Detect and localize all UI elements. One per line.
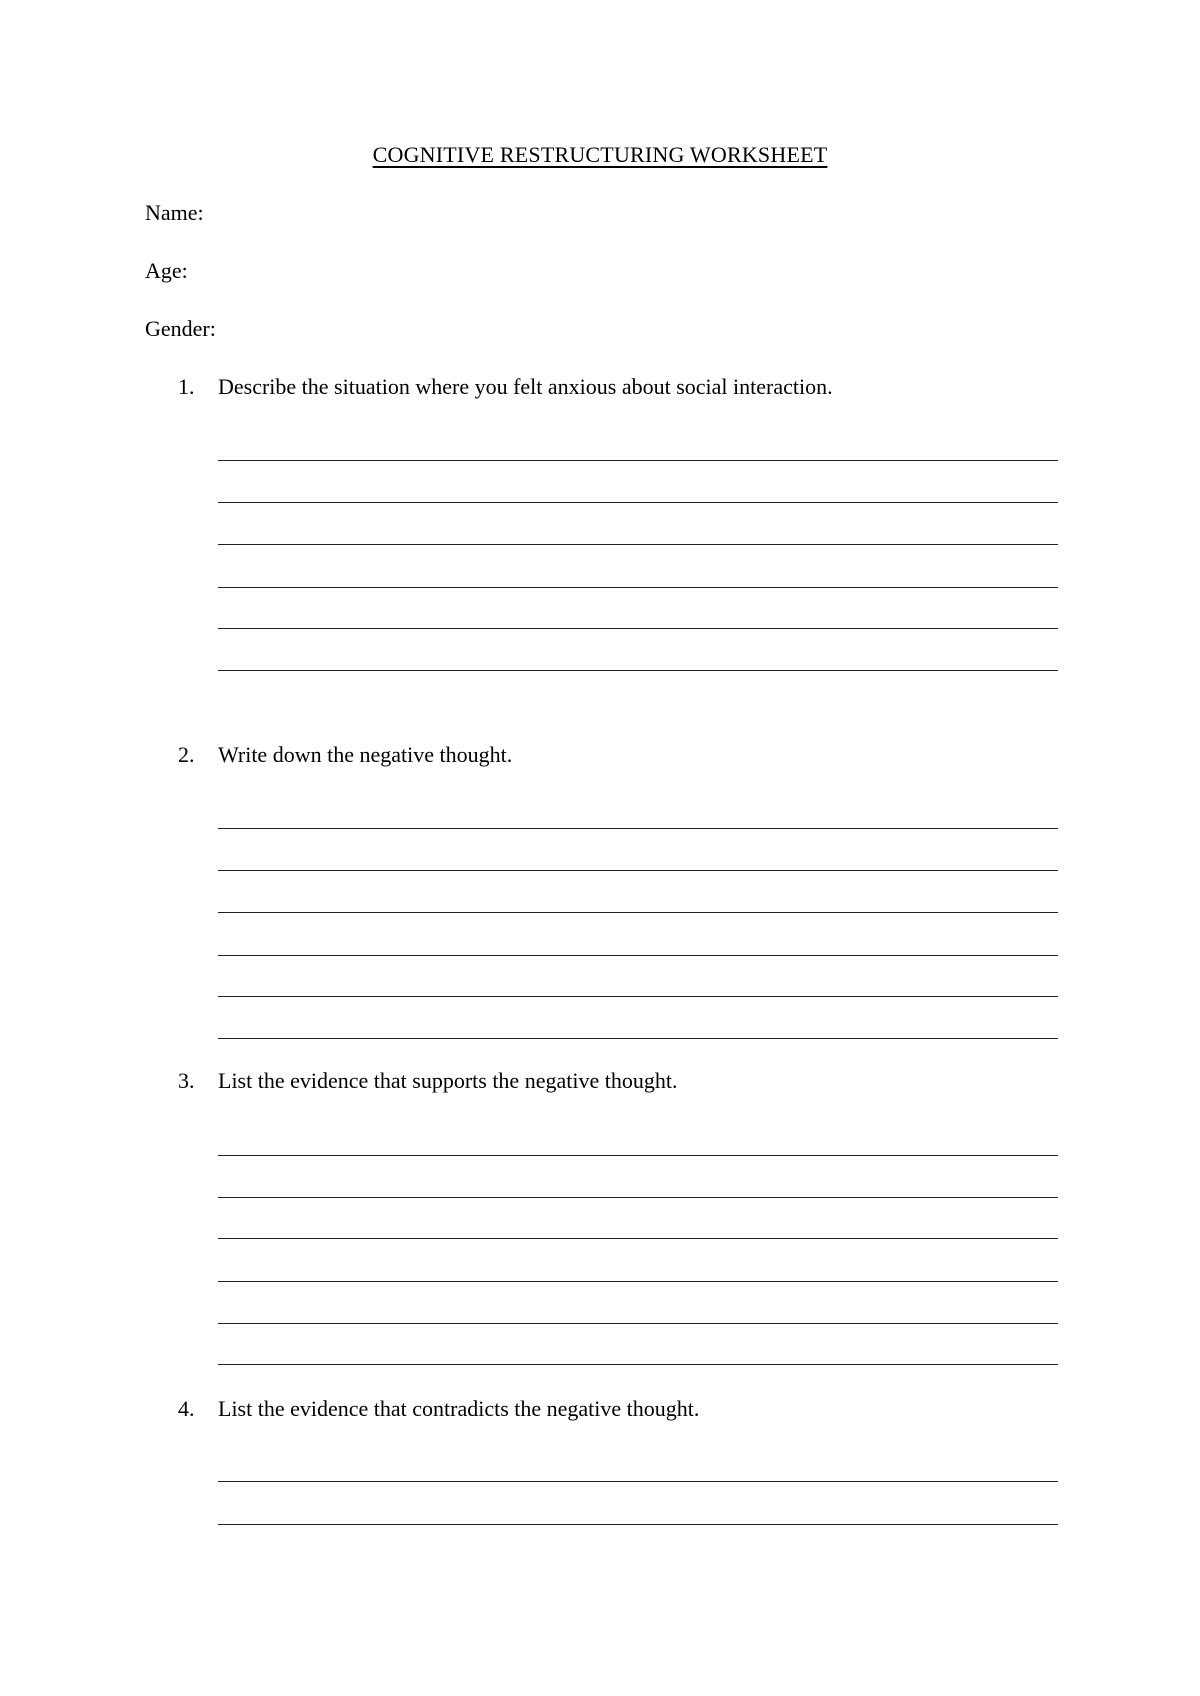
answer-line[interactable] <box>218 870 1058 871</box>
page-title <box>0 142 1200 168</box>
answer-line[interactable] <box>218 828 1058 829</box>
question-number: 1. <box>178 374 195 399</box>
answer-line[interactable] <box>218 460 1058 461</box>
answer-line[interactable] <box>218 955 1058 956</box>
age-field-label: Age: <box>145 258 188 283</box>
question-4 <box>178 1396 699 1422</box>
answer-line[interactable] <box>218 1197 1058 1198</box>
title-text: COGNITIVE RESTRUCTURING WORKSHEET <box>372 142 828 167</box>
answer-line[interactable] <box>218 544 1058 545</box>
answer-line[interactable] <box>218 628 1058 629</box>
gender-field-label: Gender: <box>145 316 216 341</box>
answer-line[interactable] <box>218 1038 1058 1039</box>
answer-line[interactable] <box>218 670 1058 671</box>
question-number: 4. <box>178 1396 195 1421</box>
question-3 <box>178 1068 677 1094</box>
question-2 <box>178 742 512 768</box>
answer-line[interactable] <box>218 1481 1058 1482</box>
question-1 <box>178 374 833 400</box>
answer-line[interactable] <box>218 1323 1058 1324</box>
answer-line[interactable] <box>218 1155 1058 1156</box>
question-number: 2. <box>178 742 195 767</box>
question-text: List the evidence that contradicts the negative thought. <box>218 1396 700 1421</box>
answer-line[interactable] <box>218 1524 1058 1525</box>
answer-line[interactable] <box>218 1281 1058 1282</box>
answer-line[interactable] <box>218 587 1058 588</box>
question-text: List the evidence that supports the negative thought. <box>218 1068 678 1093</box>
question-text: Describe the situation where you felt anxious about social interaction. <box>218 374 833 399</box>
answer-line[interactable] <box>218 996 1058 997</box>
answer-line[interactable] <box>218 1364 1058 1365</box>
question-text: Write down the negative thought. <box>218 742 513 767</box>
answer-line[interactable] <box>218 502 1058 503</box>
name-field-label: Name: <box>145 200 204 225</box>
question-number: 3. <box>178 1068 195 1093</box>
answer-line[interactable] <box>218 912 1058 913</box>
answer-line[interactable] <box>218 1238 1058 1239</box>
